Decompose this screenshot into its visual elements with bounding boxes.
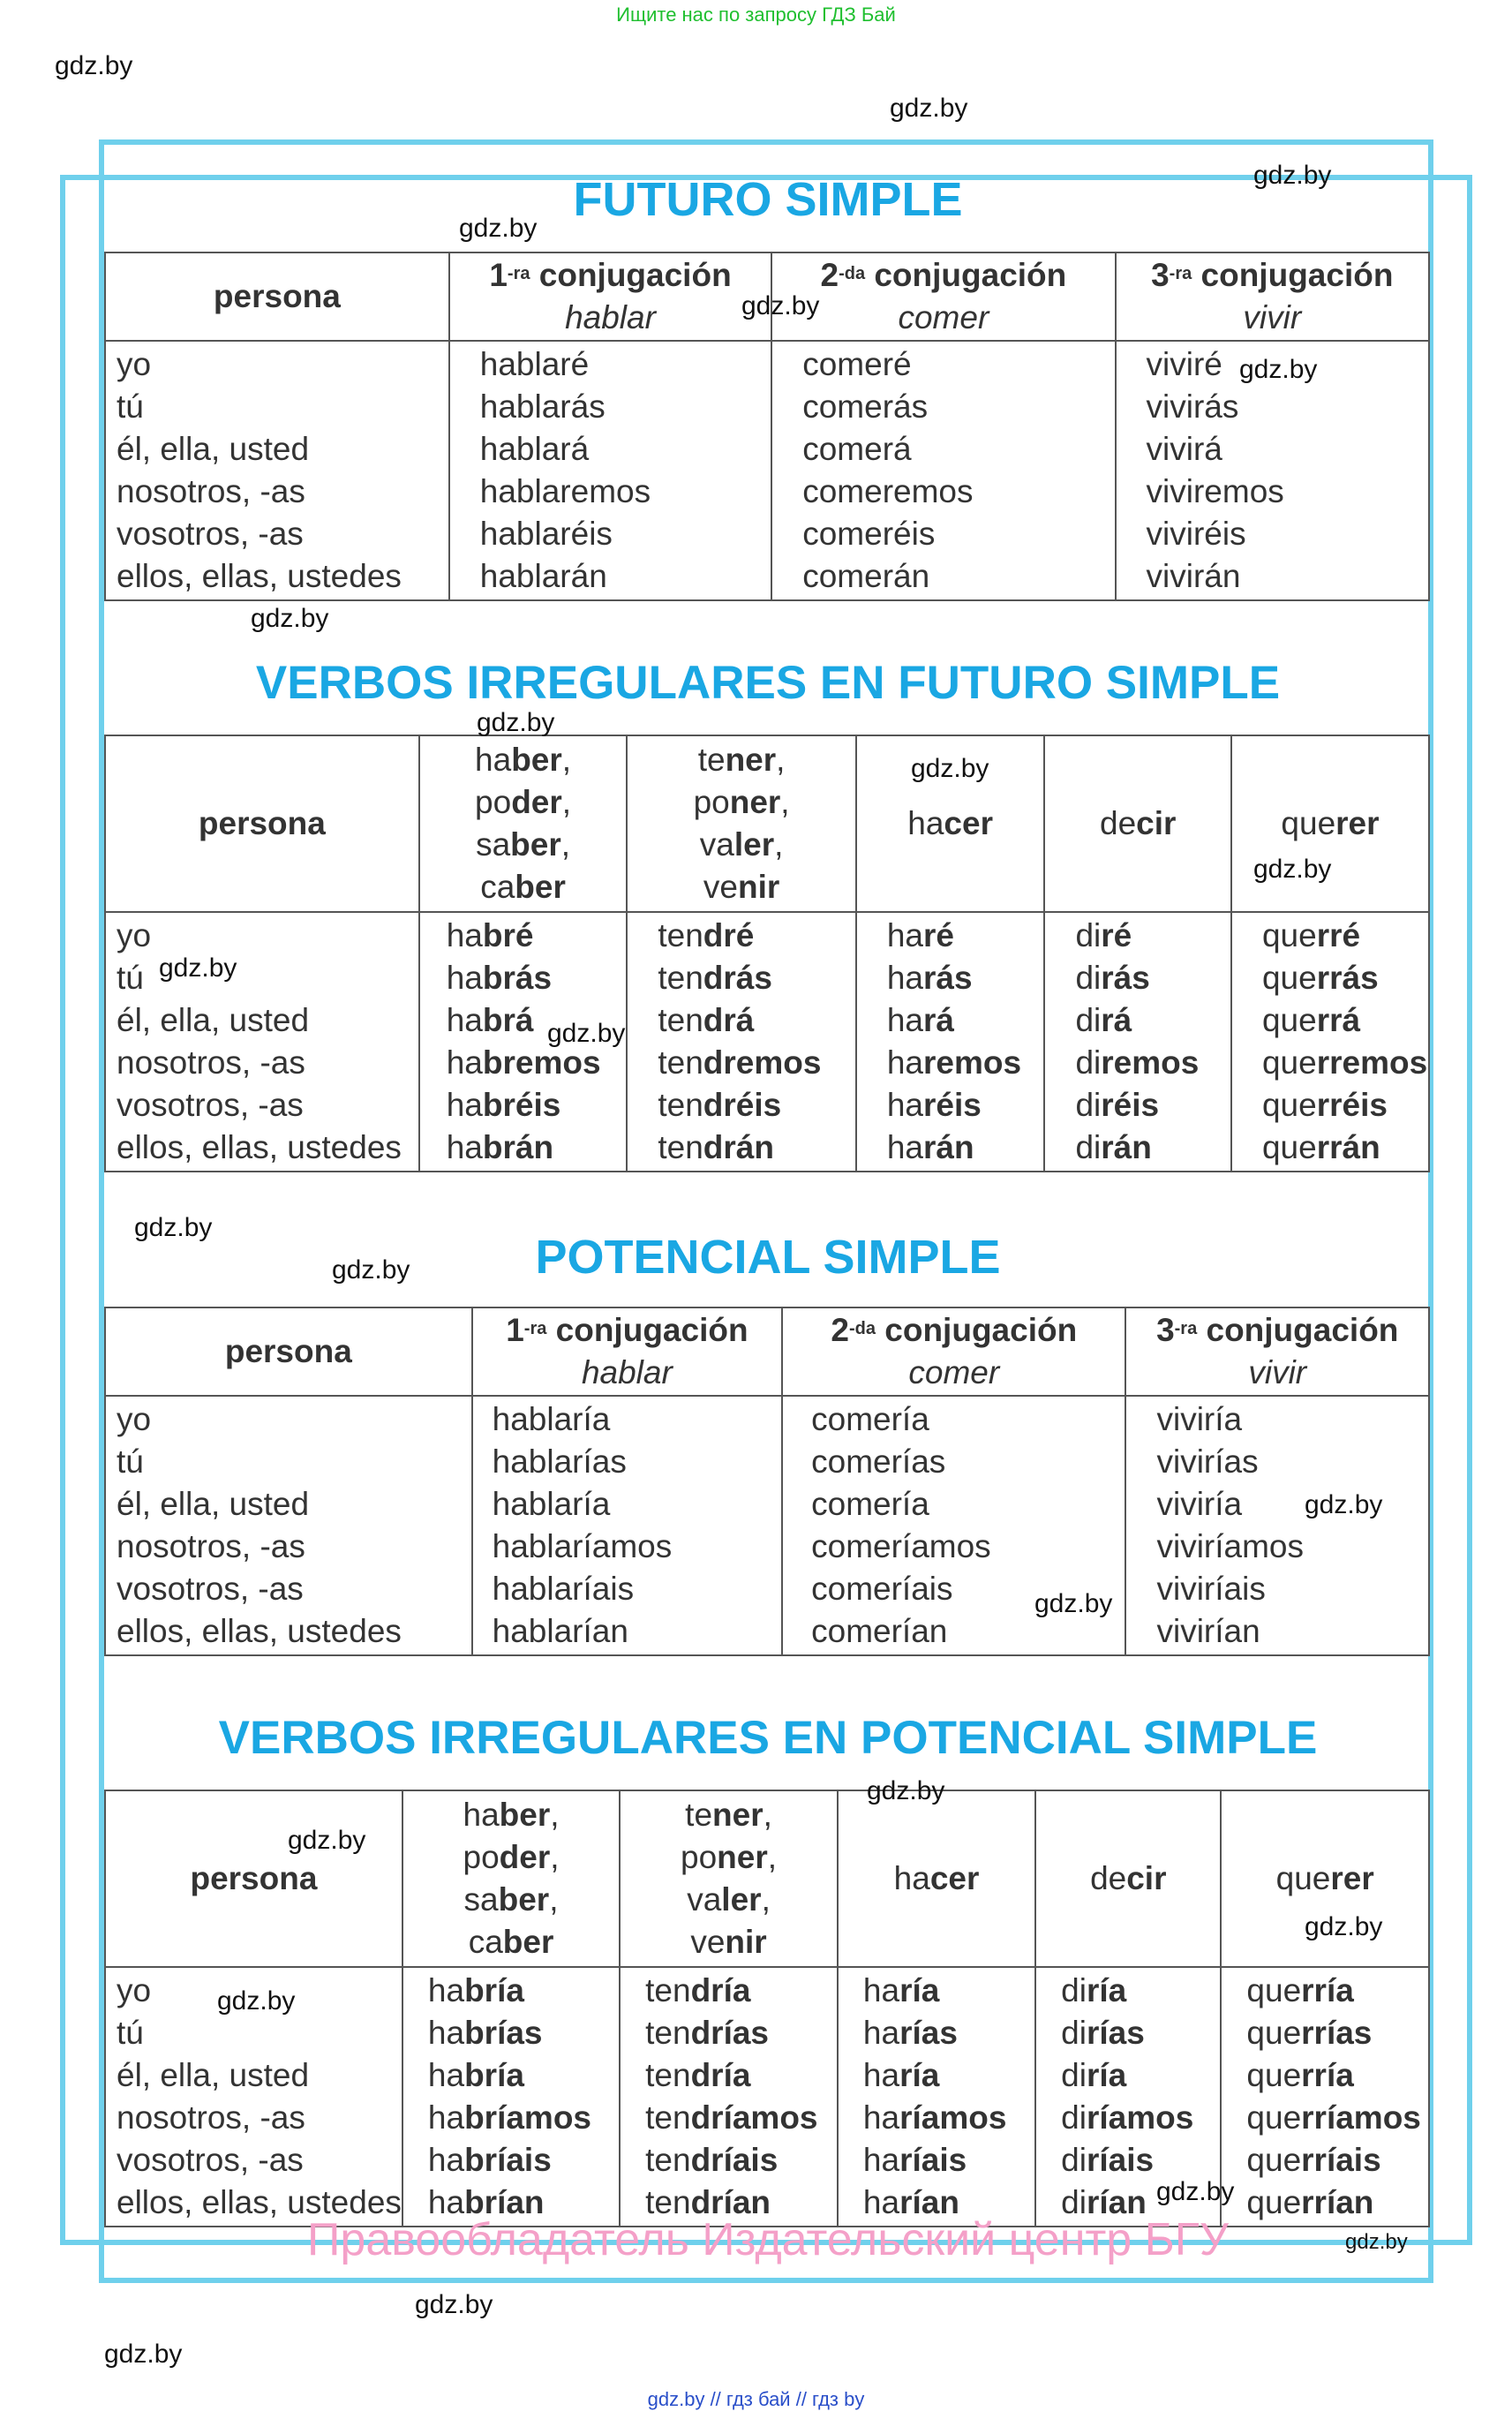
person: vosotros, -as (117, 516, 304, 552)
top-link[interactable]: Ищите нас по запросу ГДЗ Бай (616, 4, 896, 26)
infinitive: querer (1281, 805, 1380, 841)
verb-form: querréis (1261, 1087, 1388, 1123)
infinitive: poder, (463, 1839, 560, 1875)
verb-form: tendrá (658, 1002, 755, 1038)
person: tú (117, 1443, 144, 1480)
verb-form: habrían (427, 2184, 545, 2220)
watermark: gdz.by (104, 2340, 183, 2369)
verb-form: vivirían (1156, 1613, 1260, 1649)
verb-form: querríais (1246, 2142, 1381, 2178)
irregular-verb-header (419, 735, 628, 912)
irregular-verb-header (627, 735, 855, 912)
verb-form: habría (427, 1972, 524, 2008)
infinitive: poder, (475, 784, 572, 820)
watermark: gdz.by (1239, 355, 1318, 384)
verb-form: habríamos (427, 2099, 591, 2136)
forms-column (856, 912, 1045, 1172)
irregular-verb-header (1035, 1790, 1221, 1967)
verb-form: comeréis (802, 516, 936, 552)
watermark: gdz.by (415, 2290, 493, 2319)
infinitive: saber, (463, 1881, 559, 1918)
verb-form: tendría (645, 1972, 751, 2008)
verb-form: tendrías (645, 2015, 770, 2051)
infinitive: haber, (475, 742, 572, 778)
verb-form: comería (811, 1401, 929, 1437)
persona-header: persona (105, 735, 419, 912)
table-header-row (105, 735, 1429, 912)
person: nosotros, -as (117, 1528, 305, 1564)
watermark: gdz.by (251, 604, 329, 633)
verb-form: diría (1061, 2057, 1127, 2093)
watermark: gdz.by (55, 51, 133, 80)
person: ellos, ellas, ustedes (117, 1613, 402, 1649)
verb-form: diría (1061, 1972, 1127, 2008)
forms-column (449, 341, 771, 600)
irregular-verb-header (620, 1790, 838, 1967)
infinitive: querer (1275, 1860, 1374, 1896)
conj-header: $1^{-ra}$ conjugación hablar (472, 1307, 782, 1396)
watermark: gdz.by (741, 291, 820, 320)
verb-form: hará (886, 1002, 954, 1038)
watermark: gdz.by (134, 1213, 213, 1242)
person: él, ella, usted (117, 1002, 310, 1038)
verb-form: viviría (1156, 1401, 1243, 1437)
verb-form: hablaréis (479, 516, 613, 552)
person: tú (117, 960, 144, 996)
verb-form: comerá (802, 431, 912, 467)
watermark: gdz.by (159, 953, 237, 983)
verb-form: habremos (446, 1044, 601, 1081)
verb-form: haréis (886, 1087, 982, 1123)
verb-form: tendría (645, 2057, 751, 2093)
irregular-futuro-table (104, 735, 1430, 1172)
forms-column (771, 341, 1115, 600)
verb-form: habría (427, 2057, 524, 2093)
verb-form: dirás (1075, 960, 1150, 996)
verb-form: harás (886, 960, 973, 996)
person: vosotros, -as (117, 1571, 304, 1607)
infinitive: hacer (907, 805, 993, 841)
verb-form: haré (886, 917, 954, 953)
table-header-row (105, 1307, 1429, 1396)
infinitive: hacer (893, 1860, 980, 1896)
forms-column (1221, 1967, 1429, 2227)
verb-form: viviríais (1156, 1571, 1266, 1607)
persona-header: persona (105, 252, 449, 341)
verb-form: harán (886, 1129, 974, 1165)
verb-form: comeremos (802, 473, 974, 509)
verb-form: haríais (862, 2142, 967, 2178)
verb-form: querré (1261, 917, 1361, 953)
watermark: gdz.by (1253, 855, 1332, 884)
verb-form: viviríamos (1156, 1528, 1305, 1564)
forms-column (838, 1967, 1035, 2227)
verb-form: diríamos (1061, 2099, 1194, 2136)
person: nosotros, -as (117, 473, 305, 509)
verb-form: querrán (1261, 1129, 1380, 1165)
watermark: gdz.by (1305, 1912, 1383, 1941)
verb-form: harían (862, 2184, 959, 2220)
infinitive: venir (690, 1924, 767, 1960)
verb-form: comerás (802, 388, 929, 425)
verb-form: viviré (1146, 346, 1222, 382)
verb-form: vivirás (1146, 388, 1239, 425)
futuro-title: FUTURO SIMPLE (573, 173, 963, 226)
verb-form: hablaríamos (492, 1528, 673, 1564)
verb-form: querría (1246, 1972, 1354, 2008)
persona-header: persona (105, 1307, 472, 1396)
potencial-table (104, 1307, 1430, 1656)
verb-form: habrás (446, 960, 553, 996)
irregular-futuro-title: VERBOS IRREGULARES EN FUTURO SIMPLE (255, 657, 1281, 709)
watermark: gdz.by (1305, 1490, 1383, 1519)
verb-form: hablará (479, 431, 590, 467)
infinitive: saber, (476, 826, 570, 863)
person: yo (117, 1401, 152, 1437)
infinitive: haber, (463, 1797, 560, 1833)
infinitive: poner, (681, 1839, 778, 1875)
forms-column (402, 1967, 620, 2227)
watermark: gdz.by (477, 708, 555, 737)
table-body-row (105, 1396, 1429, 1655)
verb-form: vivirán (1146, 558, 1241, 594)
verb-form: tendríais (645, 2142, 779, 2178)
verb-form: tendrás (658, 960, 772, 996)
person: yo (117, 346, 152, 382)
watermark: gdz.by (890, 94, 968, 123)
irregular-potencial-title: VERBOS IRREGULARES EN POTENCIAL SIMPLE (218, 1712, 1318, 1764)
verb-form: diremos (1075, 1044, 1200, 1081)
forms-column (1231, 912, 1429, 1172)
verb-form: querremos (1261, 1044, 1428, 1081)
person: yo (117, 917, 152, 953)
verb-form: hablaríais (492, 1571, 635, 1607)
potencial-title: POTENCIAL SIMPLE (535, 1231, 1001, 1284)
verb-form: dirías (1061, 2015, 1145, 2051)
person: ellos, ellas, ustedes (117, 2184, 402, 2220)
copyright-footer: Правообладатель Издательский центр БГУ (307, 2214, 1229, 2265)
person: nosotros, -as (117, 2099, 305, 2136)
irregular-verb-header (1231, 735, 1429, 912)
verb-form: querrá (1261, 1002, 1361, 1038)
person: tú (117, 388, 144, 425)
infinitive: valer, (687, 1881, 771, 1918)
forms-column (627, 912, 855, 1172)
watermark: gdz.by (1253, 161, 1332, 190)
persona-header: persona (105, 1790, 402, 1967)
forms-column (620, 1967, 838, 2227)
watermark: gdz.by (332, 1255, 410, 1285)
infinitive: caber (480, 869, 566, 905)
irregular-verb-header (402, 1790, 620, 1967)
table-header-row (105, 1790, 1429, 1967)
verb-form: haremos (886, 1044, 1022, 1081)
verb-form: habrá (446, 1002, 534, 1038)
verb-form: habrías (427, 2015, 543, 2051)
verb-form: comerían (811, 1613, 948, 1649)
verb-form: tendrían (645, 2184, 771, 2220)
verb-form: tendré (658, 917, 755, 953)
person: él, ella, usted (117, 2057, 310, 2093)
watermark: gdz.by (911, 754, 989, 783)
verb-form: tendréis (658, 1087, 782, 1123)
verb-form: haría (862, 2057, 940, 2093)
verb-form: hablaré (479, 346, 590, 382)
forms-column (472, 1396, 782, 1655)
verb-form: tendremos (658, 1044, 822, 1081)
person: ellos, ellas, ustedes (117, 1129, 402, 1165)
person: ellos, ellas, ustedes (117, 558, 402, 594)
verb-form: querrían (1246, 2184, 1374, 2220)
watermark: gdz.by (547, 1019, 626, 1048)
infinitive: valer, (699, 826, 784, 863)
verb-form: habré (446, 917, 534, 953)
watermark: gdz.by (1034, 1589, 1113, 1618)
person: nosotros, -as (117, 1044, 305, 1081)
verb-form: haría (862, 1972, 940, 2008)
table-body-row (105, 341, 1429, 600)
verb-form: dirán (1075, 1129, 1152, 1165)
forms-column (1044, 912, 1231, 1172)
verb-form: hablaría (492, 1401, 611, 1437)
verb-form: querrías (1246, 2015, 1373, 2051)
verb-form: hablarían (492, 1613, 628, 1649)
persons-column (105, 341, 449, 600)
verb-form: comerías (811, 1443, 946, 1480)
verb-form: hablaremos (479, 473, 651, 509)
bottom-link[interactable]: gdz.by // гдз бай // гдз by (647, 2388, 865, 2410)
person: tú (117, 2015, 144, 2051)
verb-form: dirían (1061, 2184, 1147, 2220)
watermark: gdz.by (867, 1776, 945, 1805)
verb-form: hablarán (479, 558, 607, 594)
person: él, ella, usted (117, 1486, 310, 1522)
person: yo (117, 1972, 152, 2008)
verb-form: viviréis (1146, 516, 1246, 552)
verb-form: habríais (427, 2142, 552, 2178)
watermark: gdz.by (1345, 2230, 1408, 2254)
persons-column (105, 1396, 472, 1655)
verb-form: diré (1075, 917, 1132, 953)
verb-form: comeríamos (811, 1528, 991, 1564)
conj-header: $3^{-ra}$ conjugación vivir (1116, 252, 1429, 341)
verb-form: viviría (1156, 1486, 1243, 1522)
conj-header: $2^{-da}$ conjugación comer (771, 252, 1115, 341)
verb-form: comeré (802, 346, 912, 382)
verb-form: comeríais (811, 1571, 953, 1607)
watermark: gdz.by (1156, 2177, 1235, 2206)
person: vosotros, -as (117, 1087, 304, 1123)
verb-form: hablarás (479, 388, 606, 425)
infinitive: decir (1090, 1860, 1167, 1896)
conj-header: $2^{-da}$ conjugación comer (782, 1307, 1125, 1396)
verb-form: haríamos (862, 2099, 1007, 2136)
verb-form: hablaría (492, 1486, 611, 1522)
irregular-verb-header (838, 1790, 1035, 1967)
infinitive: poner, (693, 784, 790, 820)
infinitive: tener, (697, 742, 786, 778)
verb-form: querríamos (1246, 2099, 1421, 2136)
infinitive: caber (468, 1924, 554, 1960)
person: él, ella, usted (117, 431, 310, 467)
verb-form: querría (1246, 2057, 1354, 2093)
verb-form: comería (811, 1486, 929, 1522)
verb-form: dirá (1075, 1002, 1132, 1038)
verb-form: comerán (802, 558, 930, 594)
person: vosotros, -as (117, 2142, 304, 2178)
verb-form: diríais (1061, 2142, 1155, 2178)
verb-form: hablarías (492, 1443, 627, 1480)
infinitive: decir (1100, 805, 1177, 841)
table-body-row (105, 912, 1429, 1172)
verb-form: vivirá (1146, 431, 1222, 467)
verb-form: viviremos (1146, 473, 1284, 509)
conj-header: $1^{-ra}$ conjugación hablar (449, 252, 771, 341)
infinitive: tener, (685, 1797, 772, 1833)
verb-form: harías (862, 2015, 958, 2051)
verb-form: habrán (446, 1129, 554, 1165)
watermark: gdz.by (217, 1986, 296, 2016)
verb-form: diréis (1075, 1087, 1160, 1123)
verb-form: tendrán (658, 1129, 774, 1165)
verb-form: tendríamos (645, 2099, 818, 2136)
verb-form: vivirías (1156, 1443, 1259, 1480)
infinitive: venir (703, 869, 780, 905)
verb-form: querrás (1261, 960, 1379, 996)
conj-header: $3^{-ra}$ conjugación vivir (1125, 1307, 1429, 1396)
watermark: gdz.by (288, 1826, 366, 1855)
irregular-verb-header (1044, 735, 1231, 912)
watermark: gdz.by (459, 214, 538, 243)
forms-column (1125, 1396, 1429, 1655)
persons-column (105, 912, 419, 1172)
verb-form: habréis (446, 1087, 561, 1123)
